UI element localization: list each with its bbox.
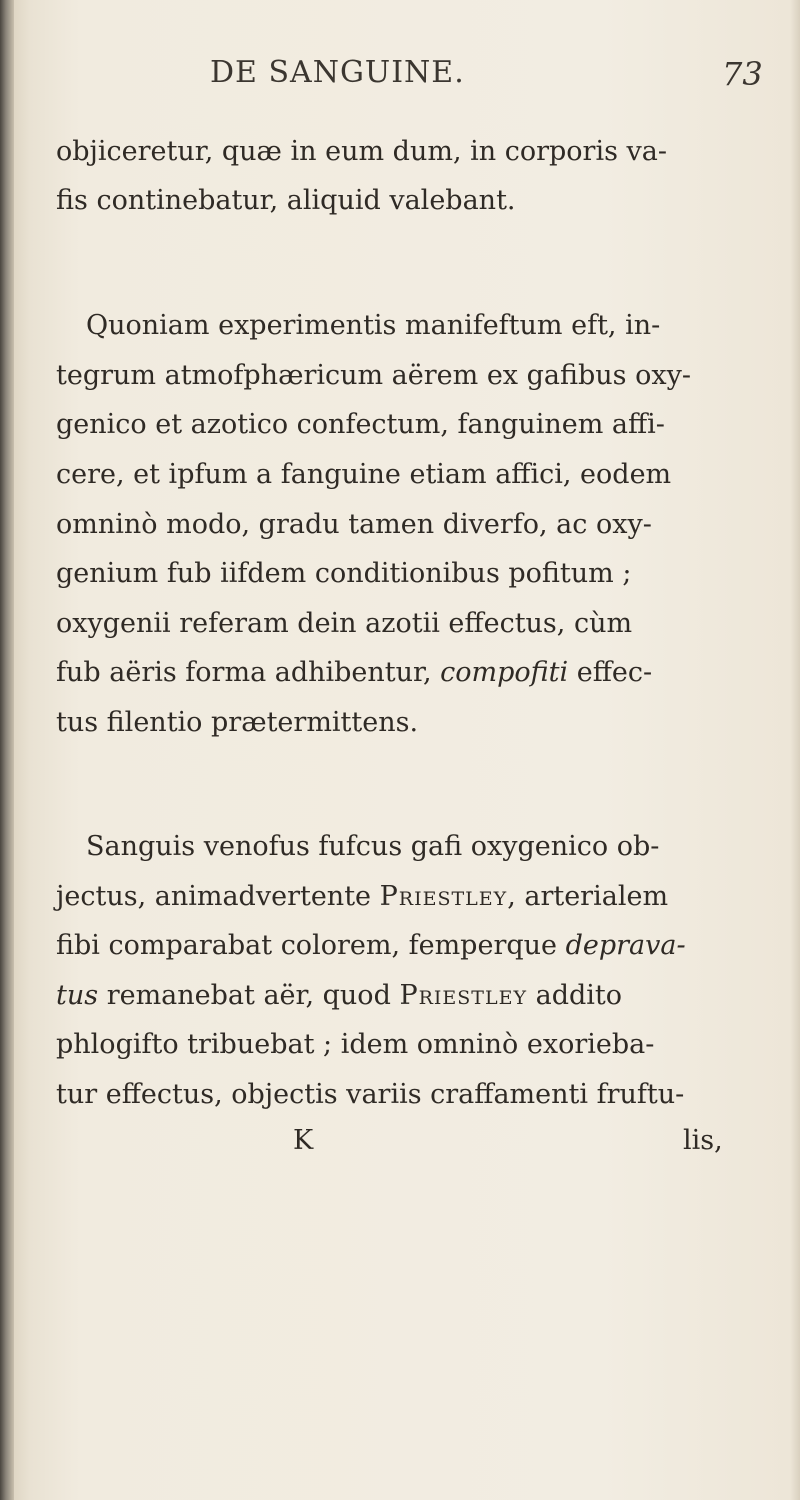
text-line: objiceretur, quæ in eum dum, in corporis va- — [56, 136, 667, 167]
text-span: addito — [527, 980, 623, 1011]
text-span: jectus, animadvertente — [56, 881, 380, 912]
text-line: Quoniam experimentis manifeftum eft, in- — [86, 310, 661, 341]
text-line: fis continebatur, aliquid valebant. — [56, 185, 516, 216]
author-name: Priestley — [399, 980, 528, 1011]
running-head: DE SANGUINE. — [210, 55, 465, 90]
text-line: tegrum atmofphæricum aërem ex gafibus oxy- — [56, 360, 691, 391]
catchword: lis, — [683, 1125, 723, 1156]
text-line — [56, 981, 622, 1011]
page-header — [0, 50, 800, 100]
text-span: remanebat aër, quod — [98, 980, 400, 1011]
text-line — [56, 658, 652, 688]
text-line: tur effectus, objectis variis craffamenti fruftu- — [56, 1079, 685, 1110]
italic-term: tus — [56, 980, 99, 1011]
text-span: effec- — [568, 657, 653, 688]
text-line: oxygenii referam dein azotii effectus, cùm — [56, 608, 633, 639]
text-span: fub aëris forma adhibentur, — [56, 657, 441, 688]
page-number: 73 — [722, 55, 763, 93]
text-line: omninò modo, gradu tamen diverfo, ac oxy- — [56, 509, 652, 540]
italic-term: deprava- — [565, 930, 686, 961]
italic-term: compofiti — [440, 657, 569, 688]
signature-mark: K — [293, 1125, 314, 1156]
text-line: tus filentio prætermittens. — [56, 707, 419, 738]
text-line: Sanguis venofus fufcus gafi oxygenico ob- — [86, 831, 660, 862]
text-line: cere, et ipfum a fanguine etiam affici, eodem — [56, 459, 672, 490]
text-line: phlogifto tribuebat ; idem omninò exorieba- — [56, 1029, 655, 1060]
text-line — [56, 931, 686, 961]
author-name: Priestley — [379, 881, 508, 912]
text-line: genium fub iifdem conditionibus pofitum ; — [56, 558, 632, 589]
text-line — [56, 882, 668, 912]
page-binding-edge — [0, 0, 14, 1500]
text-span: , arterialem — [507, 881, 669, 912]
text-line: genico et azotico confectum, fanguinem affi- — [56, 409, 665, 440]
text-span: fibi comparabat colorem, femperque — [56, 930, 566, 961]
